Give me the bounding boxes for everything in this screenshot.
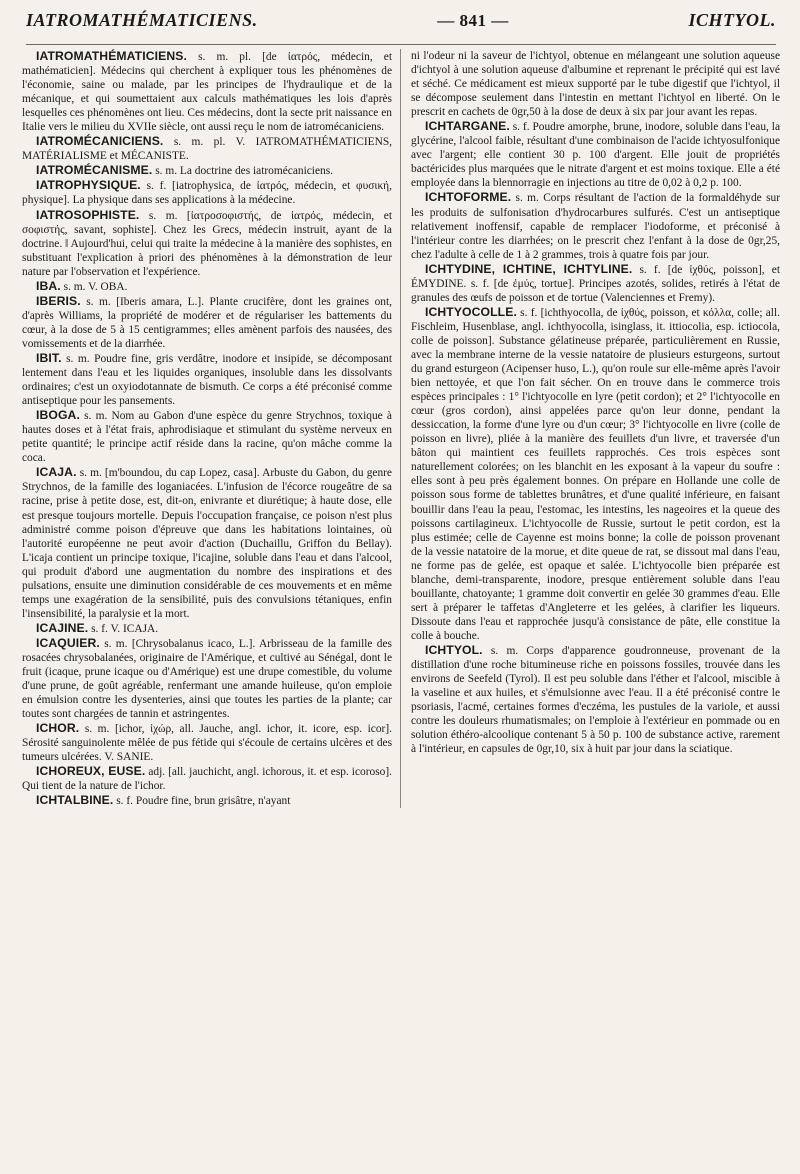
dictionary-entry — [411, 262, 780, 305]
dictionary-entry — [22, 163, 392, 178]
dictionary-entry — [22, 408, 392, 465]
dictionary-entry — [22, 279, 392, 294]
dictionary-entry — [22, 351, 392, 408]
entry-headword: ICHTALBINE. — [36, 793, 114, 808]
dictionary-entry — [411, 643, 780, 756]
entry-headword: IBERIS. — [36, 293, 81, 308]
entry-definition: adj. [all. jauchicht, angl. ichorous, it. et esp. icoroso]. Qui tient de la nature de l'ichor. — [22, 766, 392, 793]
entry-definition: s. m. [Chrysobalanus icaco, L.]. Arbrisseau de la famille des rosacées chrysobalanées, originaire de l'Amérique, et cultivé au Sénégal, dont le fruit (icaque, prune icaque ou d'Amérique) est une drupe comestible, du volume d'une prune, de goût agréable, renfermant une amande huileuse, qu'on emploie en émulsion contre les dysenteries, ainsi que toutes les parties de la plante; car toutes sont chargées de tannin et astringentes. — [22, 637, 392, 721]
entry-definition: s. f. [ichthyocolla, de ἰχθύς, poisson, et κόλλα, colle; all. Fischleim, Husenblase, angl. ichthyocolla, isinglass, it. ittiocolia, esp. ictiocola, colle de poisson]. Substance gélatineuse préparée, particulièrement en Russie, avec la membrane interne de la vessie natatoire de plusieurs esturgeons, surtout du grand esturgeon (Acipenser huso, L.), qu'on roule sur elle-même après l'avoir bien nettoyée, et que l'on fait sécher. On en trouve dans le commerce trois espèces principales : 1° l'ichtyocolle en lyre (petit cordon); et 2° l'ichtyocolle en cœur (gros cordon), ainsi appelées parce qu'on leur donne, pendant la dessiccation, la forme d'une lyre ou d'un cœur; 3° l'ichtyocolle en livre (colle de poisson en livre), pliée à la manière des feuillets d'un livre, et traversée d'un bâton qui maintient ces feuillets rapprochés. Ces trois espèces sont naturellement colorées; on les blanchit en les exposant à la vapeur du soufre : elles sont à peu près également bonnes. On prépare en Hollande une colle de poisson sous forme de tablettes brunâtres, et d'une qualité inférieure, en faisant bouillir dans l'eau la peau, l'estomac, les intestins, les nageoires et la queue des poissons cartilagineux. L'ichtyocolle de Russie, surtout le petit cordon, est la plus estimée; celle de Cayenne est moins bonne; la colle de poisson provenant de la vessie natatoire de la morue, et dite queue de rat, se dissout mal dans l'eau, ne forme pas de gelée, est opaque et salée. L'ichtyocolle bien préparée est blanche, demi-transparente, inodore, presque entièrement soluble dans l'eau bouillante, chatoyante; 1 gramme doit convertir en gelée 30 grammes d'eau. Elle sert à préparer le taffetas d'Angleterre et les gelées, à clarifier les liqueurs. Dissoute dans l'eau et rapprochée jusqu'à consistance de pâte, elle constitue la colle à bouche. — [411, 306, 780, 642]
entry-headword: ICHTOFORME. — [425, 190, 512, 205]
entry-definition: s. m. pl. [de ἰατρός, médecin, et mathématicien]. Médecins qui cherchent à expliquer tous les phénomènes de l'économie, saine ou malade, par les principes de l'hydraulique et de la mécanique, et qui soumettaient aux calculs mathématiques les lois d'après lesquelles ces phénomènes ont lieu. Ces médecins, dont la secte prit naissance en Italie vers le milieu du XVIIe siècle, ont aussi reçu le nom de iatromécaniciens. — [22, 51, 392, 134]
entry-definition: s. m. Nom au Gabon d'une espèce du genre Strychnos, toxique à hautes doses et à l'état frais, aphrodisiaque et stimulant du système nerveux en petite quantité; le principe actif réside dans la racine, qu'on mâche comme la coca. — [22, 410, 392, 465]
entry-definition: s. m. pl. V. IATROMATHÉMATICIENS, MATÉRIALISME et MÉCANISTE. — [22, 136, 392, 163]
entry-headword: IATROPHYSIQUE. — [36, 178, 141, 193]
dictionary-entry — [22, 49, 392, 134]
entry-definition: s. m. [m'boundou, du cap Lopez, casa]. Arbuste du Gabon, du genre Strychnos, de la famille des loganiacées. L'infusion de l'écorce rougeâtre de sa racine, prise à petite dose, est, dit-on, enivrante et diurétique; à haute dose, elle est presque toujours mortelle. Depuis l'occupation française, ce poison n'est plus administré comme poison d'épreuve que dans les habitations lointaines, où l'autorité européenne ne peut avoir d'action (Duchaillu, Griffon du Bellay). L'icaja contient un principe toxique, l'icajine, soluble dans l'eau et dans l'alcool, qui produit d'abord une augmentation du nombre des inspirations et des pulsations, ensuite une diminution considérable de ces mouvements et en même temps une exagération de la sensibilité, puis des convulsions tétaniques, enfin l'insensibilité, la paralysie et la mort. — [22, 467, 392, 620]
entry-definition: s. f. [de ἰχθύς, poisson], et ÉMYDINE. s. f. [de ἐμύς, tortue]. Principes azotés, solides, retirés à l'état de granules des œufs de poisson et de tortue (Valenciennes et Fremy). — [411, 263, 780, 304]
entry-headword: ICHTYOCOLLE. — [425, 304, 517, 319]
entry-definition: s. f. V. ICAJA. — [88, 622, 159, 635]
two-column-body — [22, 49, 780, 808]
left-column — [22, 49, 401, 808]
entry-headword: ICHTYOL. — [425, 642, 483, 657]
running-header — [26, 10, 776, 45]
entry-definition: s. m. V. OBA. — [60, 280, 128, 293]
dictionary-entry — [22, 764, 392, 793]
entry-headword: IBA. — [36, 278, 61, 293]
header-right-guideword: ICHTYOL. — [688, 10, 776, 30]
entry-definition: s. m. Corps résultant de l'action de la formaldéhyde sur les produits de sulfonisation d'hydrocarbures sulfurés. C'est un antiseptique relativement inoffensif, capable de remplacer l'iodoforme, et préconisé à l'intérieur contre les diarrhées; on le prescrit chez l'enfant à la dose de 0gr,25, chez l'adulte à celle de 1 à 2 grammes, trois à quatre fois par jour. — [411, 192, 780, 261]
dictionary-entry — [22, 178, 392, 207]
entry-headword: IATROMÉCANISME. — [36, 163, 153, 178]
entry-headword: ICAJINE. — [36, 620, 89, 635]
dictionary-entry — [22, 134, 392, 163]
entry-definition: s. m. La doctrine des iatromécaniciens. — [152, 165, 333, 178]
entry-definition: s. f. [iatrophysica, de ἰατρός, médecin, et φυσική, physique]. La physique dans ses applications à la médecine. — [22, 180, 392, 207]
entry-definition: s. m. [ἰατροσοφιστής, de ἰατρός, médecin, et σοφιστής, savant, sophiste]. Chez les Grecs, médecin instruit, ayant de la doctrine. ‖ Aujourd'hui, celui qui traite la médecine à la manière des sophistes, en substituant l'explication à priori des phénomènes à la démonstration de leur nature par l'observation et l'expérience. — [22, 209, 392, 278]
entry-headword: ICAJA. — [36, 465, 77, 480]
entry-headword: ICHOREUX, EUSE. — [36, 764, 146, 779]
right-column — [401, 49, 780, 808]
dictionary-entry — [411, 119, 780, 190]
dictionary-entry — [22, 636, 392, 721]
page-number: — 841 — — [437, 11, 509, 30]
dictionary-entry — [22, 793, 392, 808]
dictionary-entry — [22, 465, 392, 621]
dictionary-entry — [22, 294, 392, 351]
entry-headword: ICAQUIER. — [36, 635, 100, 650]
entry-headword: ICHTYDINE, ICHTINE, ICHTYLINE. — [425, 261, 633, 276]
entry-headword: IATROMATHÉMATICIENS. — [36, 49, 187, 63]
entry-definition: s. m. [Iberis amara, L.]. Plante crucifère, dont les graines ont, d'après Williams, la propriété de modérer et de régulariser les battements du cœur, à la dose de 5 à 15 centigrammes; elles amènent parfois des nausées, des vomissements et de la diarrhée. — [22, 295, 392, 350]
entry-definition: ni l'odeur ni la saveur de l'ichtyol, obtenue en mélangeant une solution aqueuse d'ichtyol à une solution aqueuse d'albumine et reprenant le précipité qui est lavé et séché. Ce médicament est mieux supporté par le tube digestif que l'ichtyol, il se décompose seulement dans l'intestin en mettant l'ichtyol en liberté. On le prescrit en cachets de 0gr,50 à la dose de deux à six par jour avant les repas. — [411, 50, 780, 119]
dictionary-entry — [22, 621, 392, 636]
entry-headword: IATROSOPHISTE. — [36, 207, 140, 222]
entry-headword: ICHTARGANE. — [425, 119, 510, 134]
entry-headword: IBIT. — [36, 350, 62, 365]
dictionary-entry — [22, 208, 392, 279]
entry-definition: s. f. Poudre fine, brun grisâtre, n'ayant — [113, 795, 291, 808]
entry-definition: s. f. Poudre amorphe, brune, inodore, soluble dans l'eau, la glycérine, l'alcool faible, résultant d'une combinaison de l'acide ichtyosulfonique avec l'argent; elle contient 30 p. 100 d'argent. Elle jouit de propriétés bactéricides plus marquées que le nitrate d'argent et est moins toxique. Elle a été employée dans la blennorragie en injections au titre de 0,02 à 0,2 p. 100. — [411, 121, 780, 190]
dictionary-entry — [22, 721, 392, 764]
dictionary-entry — [411, 49, 780, 119]
entry-definition: s. m. [ichor, ἰχώρ, all. Jauche, angl. ichor, it. icore, esp. icor]. Sérosité sanguinolente mêlée de pus fétide qui s'écoule de certains ulcères et des tumeurs ulcérées. V. SANIE. — [22, 723, 392, 764]
entry-definition: s. m. Poudre fine, gris verdâtre, inodore et insipide, se décomposant lentement dans l'eau et les liquides organiques, insoluble dans les dissolvants ordinaires; c'est un oxyiodotannate de bismuth. Ce corps a été préconisé comme antiseptique pour les pansements. — [22, 352, 392, 408]
entry-headword: IBOGA. — [36, 408, 80, 423]
header-left-guideword: IATROMATHÉMATICIENS. — [26, 10, 258, 30]
entry-headword: IATROMÉCANICIENS. — [36, 134, 164, 149]
dictionary-entry — [411, 305, 780, 643]
entry-headword: ICHOR. — [36, 721, 80, 736]
dictionary-entry — [411, 190, 780, 261]
entry-definition: s. m. Corps d'apparence goudronneuse, provenant de la distillation d'une roche bitumineuse riche en poissons fossiles, trouvée dans les environs de Seefeld (Tyrol). Il est peu soluble dans l'éther et l'alcool, miscible à la vaseline et aux huiles, et s'émulsionne avec l'eau. Il a été préconisé contre le psoriasis, l'acmé, certaines formes d'eczéma, les pustules de la variole, et aussi contre les douleurs rhumatismales; on l'emploie à l'extérieur en pommade ou en solution éthéro-alcoolique contenant 5 à 50 p. 100 de substance active, rarement à l'intérieur, en capsules de 0gr,10, six à huit par jour dans la sciatique. — [411, 644, 780, 756]
